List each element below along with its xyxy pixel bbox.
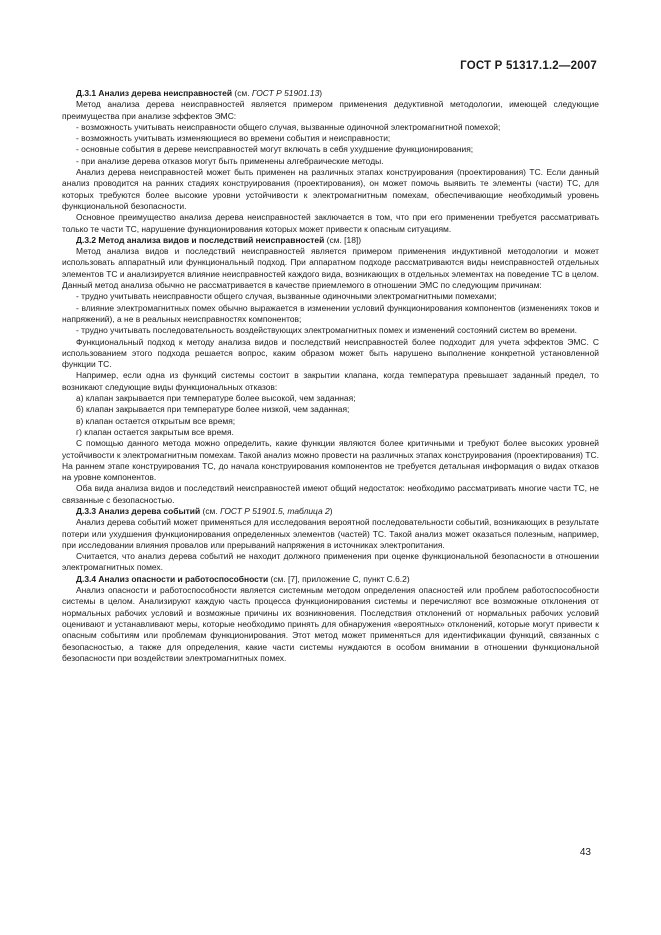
section-heading-d33 (62, 506, 599, 517)
paragraph: Анализ опасности и работоспособности является системным методом определения опасностей или проблем работоспособности системы в целом. Анализируют каждую часть процесса функционирования системы и перечисляют все возможные отклонения от нормальных рабочих условий и возможные причины их возникновения. Последствия отклонений от нормальных рабочих условий оценивают и устанавливают меры, которые необходимо принять для обнаружения «вероятных» отклонений, которые могут привести к опасным событиям или проблемам функционирования. Этот метод может применяться для идентификации функций, связанных с безопасностью, а также для определения, какие части системы нуждаются в особом внимании в отношении функциональной безопасности при воздействии электромагнитных помех. (62, 585, 599, 663)
section-reference: ГОСТ Р 51901.13 (251, 88, 320, 98)
list-item: - трудно учитывать последовательность воздействующих электромагнитных помех и изменений состояний систем во времени. (76, 325, 578, 336)
paragraph: Анализ дерева неисправностей может быть применен на различных этапах конструирования (проектирования) ТС. Если данный анализ проводится на ранних стадиях конструирования (проектирования), он может помочь выявить те элементы (части) ТС, для которых требуются более высокие уровни устойчивости к электромагнитным помехам, обеспечивающие необходимый уровень функциональной безопасности. (62, 167, 599, 211)
list-item: - возможность учитывать изменяющиеся во времени события и неисправности; (76, 133, 391, 144)
document-code-header: ГОСТ Р 51317.1.2—2007 (460, 60, 597, 72)
list-item: в) клапан остается открытым все время; (76, 415, 236, 426)
paragraph: Функциональный подход к методу анализа видов и последствий неисправностей более подходит для учета эффектов ЭМС. С использованием этого подхода решается вопрос, каким образом может быть нарушено выполнение конкретной установленной функции ТС. (62, 336, 599, 370)
paragraph: Например, если одна из функций системы состоит в закрытии клапана, когда температура превышает заданный предел, то возникают следующие виды функциональных отказов: (62, 370, 599, 392)
section-ref-suffix: ) (329, 505, 333, 516)
section-ref-prefix: (см. (200, 505, 221, 516)
list-item: г) клапан остается закрытым все время. (76, 426, 234, 437)
section-title: Д.3.2 Метод анализа видов и последствий неисправностей (76, 234, 325, 245)
paragraph: С помощью данного метода можно определить, какие функции являются более критичными и требуют более высоких уровней устойчивости к электромагнитным помехам. Такой анализ можно провести на различных этапах конструирования (проектирования) ТС. На раннем этапе конструирования ТС, до начала конструирования компонентов не требуется детальная информация о видах отказов на уровне компонентов. (62, 438, 599, 483)
section-reference: ГОСТ Р 51901.5, таблица 2 (220, 505, 330, 516)
section-ref-prefix: (см. [18]) (324, 234, 362, 245)
list-item: - трудно учитывать неисправности общего случая, вызванные одиночными электромагнитными помехами; (76, 291, 497, 302)
paragraph: Метод анализа дерева неисправностей является примером применения дедуктивной методологии, имеющей следующие преимущества при анализе эффектов ЭМС: (62, 99, 599, 121)
list-item: - влияние электромагнитных помех обычно выражается в изменении условий функционирования компонентов (изменениях токов и напряжений), а не в реальных неисправностях компонентов; (62, 302, 599, 324)
paragraph: Метод анализа видов и последствий неисправностей является примером применения индуктивной методологии и может использовать аппаратный или функциональный подход. При аппаратном подходе рассматриваются виды неисправностей отдельных элементов ТС и анализируется влияние неисправностей каждого вида, возникающих в отдельных элементах на поведение ТС в целом. Данный метод анализа обычно не рассматривается в качестве приемлемого в отношении ЭМС по следующим причинам: (62, 246, 599, 291)
paragraph: Основное преимущество анализа дерева неисправностей заключается в том, что при его применении требуется рассматривать только те части ТС, нарушение функционирования которых может привести к опасным ситуациям. (62, 212, 599, 234)
section-ref-prefix: (см. [7], приложение С, пункт С.6.2) (268, 573, 410, 584)
section-heading-d32 (62, 235, 599, 246)
section-title: Д.3.4 Анализ опасности и работоспособности (76, 573, 269, 584)
section-heading-d34 (62, 574, 599, 585)
page-number: 43 (579, 847, 591, 858)
document-body (62, 88, 599, 664)
list-item: - при анализе дерева отказов могут быть применены алгебраические методы. (76, 155, 384, 166)
section-ref-prefix: (см. (232, 88, 252, 98)
list-item: - возможность учитывать неисправности общего случая, вызванные одиночной электромагнитной помехой; (76, 121, 501, 132)
section-title: Д.3.1 Анализ дерева неисправностей (76, 88, 233, 98)
section-heading-d31 (62, 88, 599, 99)
paragraph: Оба вида анализа видов и последствий неисправностей имеют общий недостаток: необходимо рассматривать многие части ТС, не связанные с безопасностью. (62, 483, 599, 505)
paragraph: Считается, что анализ дерева событий не находит должного применения при оценке функциональной безопасности в отношении электромагнитных помех. (62, 551, 599, 573)
list-item: а) клапан закрывается при температуре более высокой, чем заданная; (76, 393, 356, 404)
list-item: - основные события в дереве неисправностей могут включать в себя ухудшение функционирования; (76, 144, 474, 155)
list-item: б) клапан закрывается при температуре более низкой, чем заданная; (76, 404, 350, 415)
section-ref-suffix: ) (319, 88, 323, 98)
section-title: Д.3.3 Анализ дерева событий (76, 505, 201, 516)
paragraph: Анализ дерева событий может применяться для исследования вероятной последовательности событий, возникающих в результате потери или ухудшения функционирования определенных элементов (частей) ТС. Такой анализ может оказаться полезным, например, при исследовании влияния провалов или прерываний напряжения в источниках электропитания. (62, 517, 599, 550)
